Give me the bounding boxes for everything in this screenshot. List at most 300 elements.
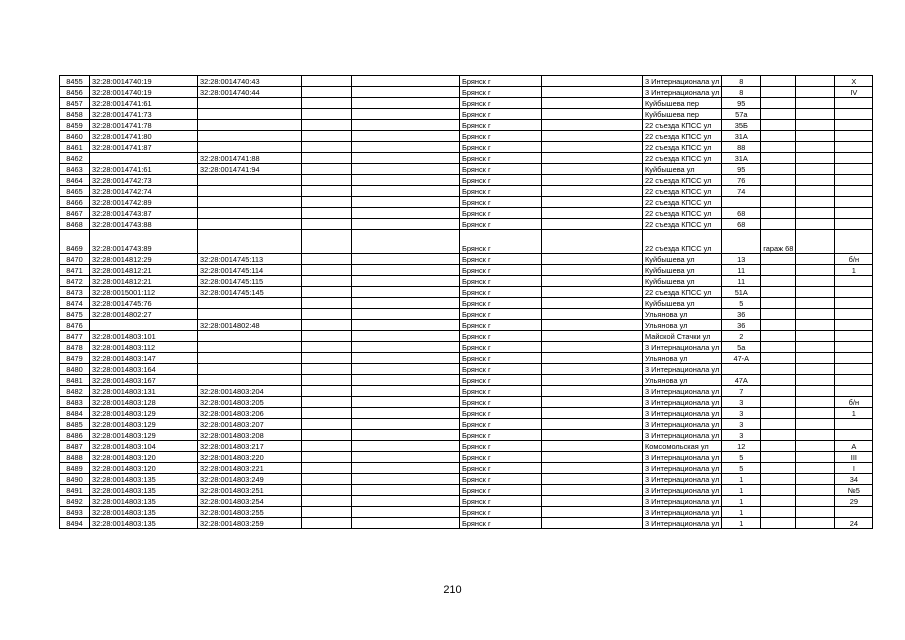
- house-number-cell: 8: [722, 76, 761, 87]
- letter-cell: б/н: [835, 254, 873, 265]
- cadastral-number-cell: 32:28:0014803:120: [90, 452, 198, 463]
- empty-cell: [302, 496, 352, 507]
- street-cell: 3 Интернационала ул: [643, 507, 722, 518]
- letter-cell: №5: [835, 485, 873, 496]
- row-number-cell: 8462: [60, 153, 90, 164]
- city-cell: Брянск г: [460, 142, 542, 153]
- empty-cell: [302, 419, 352, 430]
- registry-table: [59, 75, 873, 529]
- building-cell: [761, 419, 796, 430]
- letter-cell: [835, 98, 873, 109]
- object-cadastral-number-cell: 32:28:0014745:113: [198, 254, 302, 265]
- table-row: [60, 109, 873, 120]
- row-number-cell: 8465: [60, 186, 90, 197]
- cadastral-number-cell: 32:28:0014803:129: [90, 408, 198, 419]
- empty-cell: [796, 120, 835, 131]
- empty-cell: [302, 109, 352, 120]
- empty-cell: [302, 364, 352, 375]
- empty-cell: [796, 276, 835, 287]
- city-cell: Брянск г: [460, 518, 542, 529]
- empty-cell: [542, 153, 643, 164]
- empty-cell: [352, 287, 460, 298]
- empty-cell: [352, 219, 460, 230]
- row-number-cell: 8485: [60, 419, 90, 430]
- house-number-cell: 51А: [722, 287, 761, 298]
- row-number-cell: 8459: [60, 120, 90, 131]
- empty-cell: [542, 496, 643, 507]
- table-row: [60, 254, 873, 265]
- row-number-cell: 8469: [60, 230, 90, 254]
- row-number-cell: 8482: [60, 386, 90, 397]
- table-row: [60, 386, 873, 397]
- building-cell: [761, 265, 796, 276]
- cadastral-number-cell: 32:28:0014740:19: [90, 87, 198, 98]
- row-number-cell: 8477: [60, 331, 90, 342]
- empty-cell: [542, 386, 643, 397]
- city-cell: Брянск г: [460, 120, 542, 131]
- row-number-cell: 8487: [60, 441, 90, 452]
- building-cell: [761, 175, 796, 186]
- empty-cell: [352, 320, 460, 331]
- street-cell: Куйбышева ул: [643, 276, 722, 287]
- empty-cell: [302, 309, 352, 320]
- house-number-cell: 1: [722, 496, 761, 507]
- empty-cell: [352, 408, 460, 419]
- empty-cell: [542, 441, 643, 452]
- building-cell: [761, 353, 796, 364]
- empty-cell: [542, 419, 643, 430]
- building-cell: [761, 320, 796, 331]
- empty-cell: [542, 76, 643, 87]
- cadastral-number-cell: [90, 153, 198, 164]
- object-cadastral-number-cell: [198, 186, 302, 197]
- row-number-cell: 8471: [60, 265, 90, 276]
- empty-cell: [796, 496, 835, 507]
- street-cell: Куйбышева ул: [643, 164, 722, 175]
- object-cadastral-number-cell: 32:28:0014803:249: [198, 474, 302, 485]
- table-row: [60, 375, 873, 386]
- empty-cell: [302, 197, 352, 208]
- street-cell: Куйбышева ул: [643, 265, 722, 276]
- object-cadastral-number-cell: 32:28:0014803:208: [198, 430, 302, 441]
- empty-cell: [352, 298, 460, 309]
- cadastral-number-cell: 32:28:0014743:89: [90, 230, 198, 254]
- house-number-cell: 36: [722, 320, 761, 331]
- table-row: [60, 87, 873, 98]
- object-cadastral-number-cell: 32:28:0014803:220: [198, 452, 302, 463]
- object-cadastral-number-cell: [198, 353, 302, 364]
- object-cadastral-number-cell: 32:28:0014803:259: [198, 518, 302, 529]
- empty-cell: [542, 353, 643, 364]
- empty-cell: [796, 153, 835, 164]
- empty-cell: [302, 98, 352, 109]
- row-number-cell: 8492: [60, 496, 90, 507]
- letter-cell: [835, 131, 873, 142]
- building-cell: [761, 342, 796, 353]
- empty-cell: [302, 298, 352, 309]
- object-cadastral-number-cell: 32:28:0014741:88: [198, 153, 302, 164]
- empty-cell: [542, 164, 643, 175]
- house-number-cell: 47-А: [722, 353, 761, 364]
- row-number-cell: 8460: [60, 131, 90, 142]
- city-cell: Брянск г: [460, 364, 542, 375]
- table-row: [60, 342, 873, 353]
- street-cell: Куйбышева пер: [643, 109, 722, 120]
- empty-cell: [796, 342, 835, 353]
- cadastral-number-cell: 32:28:0014745:76: [90, 298, 198, 309]
- cadastral-number-cell: 32:28:0014743:87: [90, 208, 198, 219]
- table-row: [60, 276, 873, 287]
- building-cell: [761, 463, 796, 474]
- empty-cell: [796, 131, 835, 142]
- row-number-cell: 8479: [60, 353, 90, 364]
- empty-cell: [796, 186, 835, 197]
- house-number-cell: 95: [722, 98, 761, 109]
- house-number-cell: 5а: [722, 342, 761, 353]
- city-cell: Брянск г: [460, 109, 542, 120]
- building-cell: [761, 131, 796, 142]
- object-cadastral-number-cell: 32:28:0014803:221: [198, 463, 302, 474]
- empty-cell: [302, 153, 352, 164]
- empty-cell: [302, 254, 352, 265]
- city-cell: Брянск г: [460, 175, 542, 186]
- empty-cell: [302, 276, 352, 287]
- city-cell: Брянск г: [460, 131, 542, 142]
- table-row: [60, 485, 873, 496]
- street-cell: Ульянова ул: [643, 375, 722, 386]
- empty-cell: [796, 386, 835, 397]
- row-number-cell: 8490: [60, 474, 90, 485]
- street-cell: 22 съезда КПСС ул: [643, 153, 722, 164]
- empty-cell: [542, 331, 643, 342]
- object-cadastral-number-cell: 32:28:0014741:94: [198, 164, 302, 175]
- empty-cell: [796, 76, 835, 87]
- object-cadastral-number-cell: [198, 309, 302, 320]
- building-cell: гараж 68: [761, 230, 796, 254]
- empty-cell: [542, 219, 643, 230]
- empty-cell: [796, 353, 835, 364]
- city-cell: Брянск г: [460, 208, 542, 219]
- house-number-cell: 76: [722, 175, 761, 186]
- row-number-cell: 8474: [60, 298, 90, 309]
- empty-cell: [796, 463, 835, 474]
- object-cadastral-number-cell: 32:28:0014745:114: [198, 265, 302, 276]
- letter-cell: [835, 309, 873, 320]
- letter-cell: [835, 164, 873, 175]
- street-cell: 3 Интернационала ул: [643, 397, 722, 408]
- street-cell: Ульянова ул: [643, 320, 722, 331]
- cadastral-number-cell: 32:28:0014741:61: [90, 98, 198, 109]
- cadastral-number-cell: 32:28:0014741:80: [90, 131, 198, 142]
- empty-cell: [796, 507, 835, 518]
- empty-cell: [542, 474, 643, 485]
- house-number-cell: 68: [722, 208, 761, 219]
- building-cell: [761, 386, 796, 397]
- street-cell: Комсомольская ул: [643, 441, 722, 452]
- building-cell: [761, 186, 796, 197]
- city-cell: Брянск г: [460, 441, 542, 452]
- empty-cell: [352, 342, 460, 353]
- building-cell: [761, 474, 796, 485]
- city-cell: Брянск г: [460, 375, 542, 386]
- building-cell: [761, 485, 796, 496]
- row-number-cell: 8489: [60, 463, 90, 474]
- empty-cell: [796, 219, 835, 230]
- letter-cell: [835, 364, 873, 375]
- row-number-cell: 8470: [60, 254, 90, 265]
- empty-cell: [352, 164, 460, 175]
- empty-cell: [352, 397, 460, 408]
- empty-cell: [542, 230, 643, 254]
- empty-cell: [542, 342, 643, 353]
- city-cell: Брянск г: [460, 153, 542, 164]
- cadastral-number-cell: 32:28:0014803:135: [90, 496, 198, 507]
- cadastral-number-cell: 32:28:0014803:167: [90, 375, 198, 386]
- empty-cell: [796, 397, 835, 408]
- empty-cell: [352, 230, 460, 254]
- city-cell: Брянск г: [460, 485, 542, 496]
- row-number-cell: 8478: [60, 342, 90, 353]
- object-cadastral-number-cell: [198, 98, 302, 109]
- empty-cell: [302, 87, 352, 98]
- building-cell: [761, 287, 796, 298]
- empty-cell: [796, 375, 835, 386]
- table-row: [60, 419, 873, 430]
- empty-cell: [352, 120, 460, 131]
- cadastral-number-cell: 32:28:0014812:21: [90, 265, 198, 276]
- street-cell: 3 Интернационала ул: [643, 419, 722, 430]
- empty-cell: [796, 142, 835, 153]
- city-cell: Брянск г: [460, 276, 542, 287]
- cadastral-number-cell: 32:28:0014742:74: [90, 186, 198, 197]
- house-number-cell: 7: [722, 386, 761, 397]
- cadastral-number-cell: [90, 320, 198, 331]
- table-row: [60, 309, 873, 320]
- cadastral-number-cell: 32:28:0014741:78: [90, 120, 198, 131]
- empty-cell: [796, 175, 835, 186]
- house-number-cell: 11: [722, 265, 761, 276]
- house-number-cell: 35Б: [722, 120, 761, 131]
- cadastral-number-cell: 32:28:0014803:112: [90, 342, 198, 353]
- object-cadastral-number-cell: [198, 219, 302, 230]
- empty-cell: [796, 230, 835, 254]
- object-cadastral-number-cell: [198, 364, 302, 375]
- letter-cell: [835, 175, 873, 186]
- empty-cell: [352, 254, 460, 265]
- empty-cell: [302, 408, 352, 419]
- empty-cell: [542, 364, 643, 375]
- empty-cell: [542, 120, 643, 131]
- table-row: [60, 331, 873, 342]
- city-cell: Брянск г: [460, 331, 542, 342]
- cadastral-number-cell: 32:28:0014803:128: [90, 397, 198, 408]
- object-cadastral-number-cell: [198, 109, 302, 120]
- letter-cell: [835, 507, 873, 518]
- empty-cell: [542, 485, 643, 496]
- table-row: [60, 463, 873, 474]
- building-cell: [761, 397, 796, 408]
- empty-cell: [352, 474, 460, 485]
- city-cell: Брянск г: [460, 197, 542, 208]
- empty-cell: [302, 186, 352, 197]
- street-cell: 3 Интернационала ул: [643, 452, 722, 463]
- empty-cell: [302, 175, 352, 186]
- house-number-cell: 1: [722, 474, 761, 485]
- empty-cell: [352, 386, 460, 397]
- object-cadastral-number-cell: 32:28:0014803:217: [198, 441, 302, 452]
- cadastral-number-cell: 32:28:0014803:120: [90, 463, 198, 474]
- letter-cell: 1: [835, 408, 873, 419]
- empty-cell: [796, 430, 835, 441]
- cadastral-number-cell: 32:28:0015001:112: [90, 287, 198, 298]
- table-row: [60, 98, 873, 109]
- letter-cell: [835, 287, 873, 298]
- street-cell: 3 Интернационала ул: [643, 485, 722, 496]
- empty-cell: [302, 164, 352, 175]
- letter-cell: [835, 197, 873, 208]
- empty-cell: [796, 309, 835, 320]
- row-number-cell: 8468: [60, 219, 90, 230]
- row-number-cell: 8473: [60, 287, 90, 298]
- empty-cell: [352, 153, 460, 164]
- empty-cell: [302, 507, 352, 518]
- empty-cell: [302, 353, 352, 364]
- house-number-cell: 1: [722, 518, 761, 529]
- empty-cell: [302, 320, 352, 331]
- house-number-cell: 95: [722, 164, 761, 175]
- empty-cell: [352, 496, 460, 507]
- empty-cell: [542, 109, 643, 120]
- cadastral-number-cell: 32:28:0014803:131: [90, 386, 198, 397]
- empty-cell: [542, 518, 643, 529]
- street-cell: 22 съезда КПСС ул: [643, 230, 722, 254]
- empty-cell: [302, 485, 352, 496]
- house-number-cell: 3: [722, 397, 761, 408]
- letter-cell: [835, 386, 873, 397]
- row-number-cell: 8491: [60, 485, 90, 496]
- street-cell: 22 съезда КПСС ул: [643, 208, 722, 219]
- empty-cell: [542, 175, 643, 186]
- table-row: [60, 197, 873, 208]
- city-cell: Брянск г: [460, 397, 542, 408]
- table-body: [60, 76, 873, 529]
- row-number-cell: 8494: [60, 518, 90, 529]
- empty-cell: [542, 309, 643, 320]
- empty-cell: [542, 142, 643, 153]
- city-cell: Брянск г: [460, 496, 542, 507]
- empty-cell: [542, 131, 643, 142]
- empty-cell: [302, 397, 352, 408]
- empty-cell: [352, 175, 460, 186]
- letter-cell: [835, 353, 873, 364]
- row-number-cell: 8456: [60, 87, 90, 98]
- empty-cell: [796, 364, 835, 375]
- object-cadastral-number-cell: [198, 142, 302, 153]
- empty-cell: [796, 87, 835, 98]
- house-number-cell: 5: [722, 452, 761, 463]
- table-row: [60, 397, 873, 408]
- house-number-cell: 2: [722, 331, 761, 342]
- letter-cell: [835, 320, 873, 331]
- house-number-cell: 74: [722, 186, 761, 197]
- table-row: [60, 474, 873, 485]
- empty-cell: [796, 298, 835, 309]
- house-number-cell: 1: [722, 485, 761, 496]
- empty-cell: [352, 87, 460, 98]
- empty-cell: [542, 430, 643, 441]
- object-cadastral-number-cell: [198, 342, 302, 353]
- object-cadastral-number-cell: [198, 230, 302, 254]
- city-cell: Брянск г: [460, 87, 542, 98]
- letter-cell: [835, 430, 873, 441]
- letter-cell: [835, 419, 873, 430]
- house-number-cell: 68: [722, 219, 761, 230]
- row-number-cell: 8480: [60, 364, 90, 375]
- building-cell: [761, 208, 796, 219]
- row-number-cell: 8475: [60, 309, 90, 320]
- house-number-cell: 13: [722, 254, 761, 265]
- empty-cell: [352, 186, 460, 197]
- empty-cell: [302, 518, 352, 529]
- empty-cell: [542, 298, 643, 309]
- cadastral-number-cell: 32:28:0014803:129: [90, 419, 198, 430]
- empty-cell: [352, 452, 460, 463]
- house-number-cell: 36: [722, 309, 761, 320]
- building-cell: [761, 375, 796, 386]
- city-cell: Брянск г: [460, 320, 542, 331]
- street-cell: Куйбышева ул: [643, 254, 722, 265]
- house-number-cell: 57а: [722, 109, 761, 120]
- street-cell: 3 Интернационала ул: [643, 496, 722, 507]
- letter-cell: б/н: [835, 397, 873, 408]
- object-cadastral-number-cell: 32:28:0014803:207: [198, 419, 302, 430]
- building-cell: [761, 197, 796, 208]
- house-number-cell: [722, 197, 761, 208]
- street-cell: 22 съезда КПСС ул: [643, 186, 722, 197]
- row-number-cell: 8455: [60, 76, 90, 87]
- house-number-cell: 3: [722, 430, 761, 441]
- city-cell: Брянск г: [460, 76, 542, 87]
- city-cell: Брянск г: [460, 230, 542, 254]
- street-cell: 22 съезда КПСС ул: [643, 120, 722, 131]
- building-cell: [761, 452, 796, 463]
- street-cell: 22 съезда КПСС ул: [643, 219, 722, 230]
- row-number-cell: 8464: [60, 175, 90, 186]
- object-cadastral-number-cell: [198, 298, 302, 309]
- empty-cell: [352, 109, 460, 120]
- empty-cell: [352, 208, 460, 219]
- empty-cell: [796, 208, 835, 219]
- street-cell: 3 Интернационала ул: [643, 430, 722, 441]
- object-cadastral-number-cell: [198, 197, 302, 208]
- table-row: [60, 230, 873, 254]
- street-cell: 3 Интернационала ул: [643, 408, 722, 419]
- table-row: [60, 164, 873, 175]
- row-number-cell: 8483: [60, 397, 90, 408]
- empty-cell: [542, 197, 643, 208]
- street-cell: Куйбышева ул: [643, 298, 722, 309]
- empty-cell: [542, 98, 643, 109]
- building-cell: [761, 430, 796, 441]
- object-cadastral-number-cell: [198, 375, 302, 386]
- cadastral-number-cell: 32:28:0014742:89: [90, 197, 198, 208]
- empty-cell: [302, 342, 352, 353]
- object-cadastral-number-cell: 32:28:0014803:251: [198, 485, 302, 496]
- empty-cell: [796, 452, 835, 463]
- empty-cell: [796, 485, 835, 496]
- empty-cell: [542, 320, 643, 331]
- letter-cell: [835, 219, 873, 230]
